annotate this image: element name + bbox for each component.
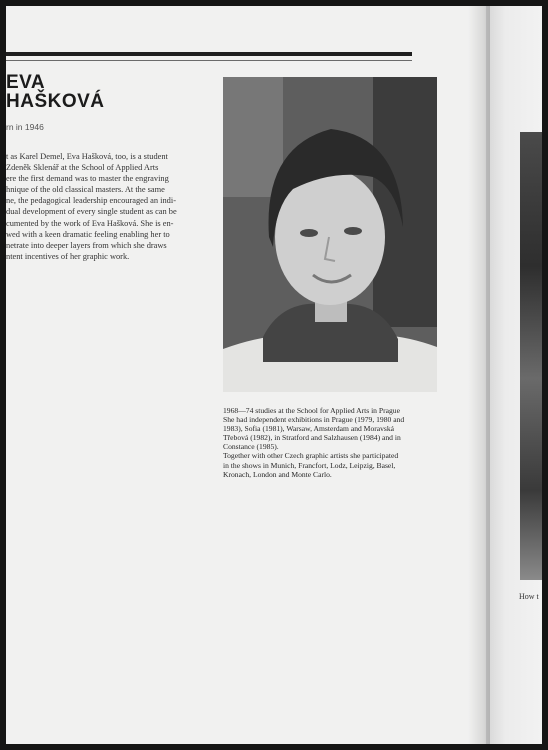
bio-line: cumented by the work of Eva Hašková. She is en- [6,218,174,228]
bio-line: hnique of the old classical masters. At the same [6,185,165,195]
adjacent-artwork-image [520,132,542,580]
bio-line: t as Karel Demel, Eva Hašková, too, is a student [6,152,168,161]
bio-line: dual development of every single student as can be [6,207,177,217]
photo-caption [223,406,445,479]
caption-line: Třebová (1982), in Stratford and Salzhausen (1984) and in [223,433,401,443]
bio-line: netrate into deeper layers from which she draws [6,240,167,250]
caption-line: 1983), Sofia (1981), Warsaw, Amsterdam and Moravská [223,424,395,434]
caption-line: in the shows in Munich, Francfort, Lodz, Leipzig, Basel, [223,460,396,470]
biography-paragraph [6,151,216,262]
header-rule-thick [6,52,412,56]
bio-line: ne, the pedagogical leadership encouraged an indi- [6,196,176,206]
artist-last-name: HAŠKOVÁ [6,91,105,112]
bio-line: wed with a keen dramatic feeling enabling her to [6,229,170,239]
adjacent-artwork-caption: How t [519,592,539,601]
page-fold-shadow [468,6,490,744]
birth-year: rn in 1946 [6,122,44,132]
bio-line: ntent incentives of her graphic work. [6,251,130,261]
artist-first-name: EVA [6,72,46,93]
caption-line: Together with other Czech graphic artists she participated [223,451,399,461]
caption-line: Kronach, London and Monte Carlo. [223,469,332,479]
caption-line: 1968—74 studies at the School for Applied Arts in Prague [223,406,400,415]
bio-line: ere the first demand was to master the engraving [6,174,169,184]
artist-portrait-photo [223,77,437,392]
caption-line: She had independent exhibitions in Prague (1979, 1980 and [223,415,405,425]
portrait-illustration [223,77,437,392]
caption-line: Constance (1985). [223,442,279,452]
bio-line: Zdeněk Sklenář at the School of Applied Arts [6,163,159,173]
header-rule-thin [6,60,412,61]
